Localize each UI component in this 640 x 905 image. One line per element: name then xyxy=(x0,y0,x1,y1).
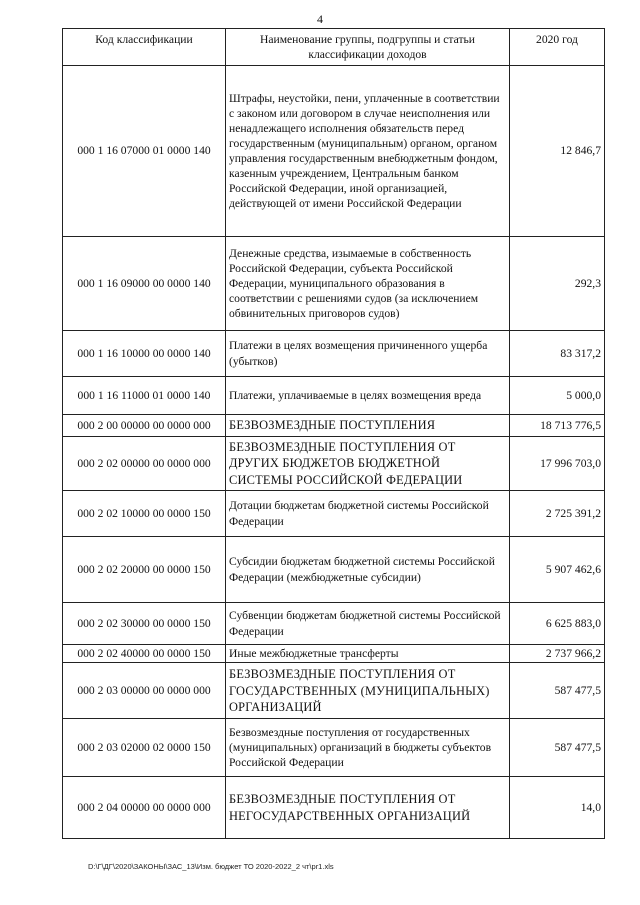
amount-2020: 6 625 883,0 xyxy=(510,603,605,645)
classification-code: 000 2 02 30000 00 0000 150 xyxy=(63,603,226,645)
header-name: Наименование группы, подгруппы и статьи классификации доходов xyxy=(226,29,510,66)
table-row xyxy=(63,437,605,491)
table-row xyxy=(63,491,605,537)
classification-code: 000 2 03 02000 02 0000 150 xyxy=(63,719,226,777)
amount-2020: 587 477,5 xyxy=(510,719,605,777)
amount-2020: 17 996 703,0 xyxy=(510,437,605,491)
revenue-name: Безвозмездные поступления от государственных (муниципальных) организаций в бюджеты субъектов Российской Федерации xyxy=(226,719,510,777)
classification-code: 000 2 04 00000 00 0000 000 xyxy=(63,777,226,839)
amount-2020: 292,3 xyxy=(510,237,605,331)
classification-code: 000 2 02 20000 00 0000 150 xyxy=(63,537,226,603)
revenue-name: Платежи, уплачиваемые в целях возмещения вреда xyxy=(226,377,510,415)
revenue-name: Денежные средства, изымаемые в собственность Российской Федерации, субъекта Российской Федерации, муниципального образования в соответствии с решениями судов (за исключением обвинительных приговоров судов) xyxy=(226,237,510,331)
table-row xyxy=(63,645,605,663)
amount-2020: 587 477,5 xyxy=(510,663,605,719)
table-row xyxy=(63,719,605,777)
revenue-name: Субсидии бюджетам бюджетной системы Российской Федерации (межбюджетные субсидии) xyxy=(226,537,510,603)
classification-code: 000 1 16 09000 00 0000 140 xyxy=(63,237,226,331)
revenue-name: БЕЗВОЗМЕЗДНЫЕ ПОСТУПЛЕНИЯ ОТ ДРУГИХ БЮДЖЕТОВ БЮДЖЕТНОЙ СИСТЕМЫ РОССИЙСКОЙ ФЕДЕРАЦИИ xyxy=(226,437,510,491)
amount-2020: 18 713 776,5 xyxy=(510,415,605,437)
amount-2020: 83 317,2 xyxy=(510,331,605,377)
amount-2020: 2 725 391,2 xyxy=(510,491,605,537)
revenue-table xyxy=(62,28,605,839)
page-number: 4 xyxy=(317,12,323,26)
classification-code: 000 1 16 07000 01 0000 140 xyxy=(63,66,226,237)
table-row xyxy=(63,415,605,437)
table-row xyxy=(63,66,605,237)
classification-code: 000 2 00 00000 00 0000 000 xyxy=(63,415,226,437)
revenue-name: Иные межбюджетные трансферты xyxy=(226,645,510,663)
table-row xyxy=(63,603,605,645)
header-year: 2020 год xyxy=(510,29,605,66)
table-row xyxy=(63,537,605,603)
revenue-name: Дотации бюджетам бюджетной системы Российской Федерации xyxy=(226,491,510,537)
revenue-name: БЕЗВОЗМЕЗДНЫЕ ПОСТУПЛЕНИЯ ОТ НЕГОСУДАРСТВЕННЫХ ОРГАНИЗАЦИЙ xyxy=(226,777,510,839)
revenue-name: Платежи в целях возмещения причиненного ущерба (убытков) xyxy=(226,331,510,377)
revenue-name: БЕЗВОЗМЕЗДНЫЕ ПОСТУПЛЕНИЯ ОТ ГОСУДАРСТВЕННЫХ (МУНИЦИПАЛЬНЫХ) ОРГАНИЗАЦИЙ xyxy=(226,663,510,719)
classification-code: 000 2 02 10000 00 0000 150 xyxy=(63,491,226,537)
table-row xyxy=(63,777,605,839)
table-body xyxy=(63,66,605,839)
header-code: Код классификации xyxy=(63,29,226,66)
table-row xyxy=(63,663,605,719)
classification-code: 000 2 02 40000 00 0000 150 xyxy=(63,645,226,663)
amount-2020: 14,0 xyxy=(510,777,605,839)
amount-2020: 2 737 966,2 xyxy=(510,645,605,663)
revenue-name: Штрафы, неустойки, пени, уплаченные в соответствии с законом или договором в случае неисполнения или ненадлежащего исполнения обязательств перед государственным (муниципальным) органом, органом управления государственным внебюджетным фондом, казенным учреждением, Центральным банком Российской Федерации, иной организацией, действующей от имени Российской Федерации xyxy=(226,66,510,237)
table-row xyxy=(63,331,605,377)
classification-code: 000 1 16 11000 01 0000 140 xyxy=(63,377,226,415)
amount-2020: 5 000,0 xyxy=(510,377,605,415)
revenue-name: Субвенции бюджетам бюджетной системы Российской Федерации xyxy=(226,603,510,645)
classification-code: 000 1 16 10000 00 0000 140 xyxy=(63,331,226,377)
amount-2020: 12 846,7 xyxy=(510,66,605,237)
table-header-row xyxy=(63,29,605,66)
amount-2020: 5 907 462,6 xyxy=(510,537,605,603)
file-path-footer: D:\Г\ДГ\2020\ЗАКОНЫ\ЗАС_13\Изм. бюджет ТО 2020-2022_2 чт\pr1.xls xyxy=(88,862,334,871)
revenue-name: БЕЗВОЗМЕЗДНЫЕ ПОСТУПЛЕНИЯ xyxy=(226,415,510,437)
table-row xyxy=(63,237,605,331)
classification-code: 000 2 02 00000 00 0000 000 xyxy=(63,437,226,491)
classification-code: 000 2 03 00000 00 0000 000 xyxy=(63,663,226,719)
table-row xyxy=(63,377,605,415)
